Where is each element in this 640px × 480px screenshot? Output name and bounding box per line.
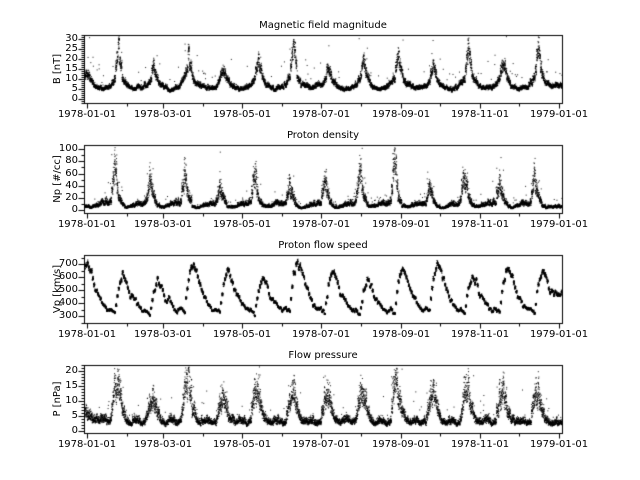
- x-tick-label: 1978-03-01: [133, 329, 193, 340]
- x-tick-label: 1978-09-01: [371, 219, 431, 230]
- y-tick-label: 10: [65, 395, 78, 406]
- y-tick-label: 0: [71, 93, 78, 104]
- x-tick-label: 1979-01-01: [529, 439, 589, 450]
- panel-title-magnetic-field: Magnetic field magnitude: [259, 20, 387, 31]
- x-tick-label: 1978-11-01: [450, 329, 510, 340]
- x-tick-label: 1978-01-01: [57, 219, 117, 230]
- y-tick-label: 15: [65, 63, 78, 74]
- y-tick-label: 500: [58, 284, 78, 295]
- x-tick-label: 1979-01-01: [529, 219, 589, 230]
- x-tick-label: 1978-11-01: [450, 439, 510, 450]
- y-tick-label: 20: [65, 365, 78, 376]
- x-tick-label: 1978-05-01: [212, 109, 272, 120]
- panel-title-proton-flow-speed: Proton flow speed: [278, 240, 368, 251]
- y-tick-label: 10: [65, 73, 78, 84]
- x-tick-label: 1978-05-01: [212, 439, 272, 450]
- panel-title-flow-pressure: Flow pressure: [288, 350, 358, 361]
- y-tick-label: 100: [58, 143, 78, 154]
- x-tick-label: 1978-03-01: [133, 109, 193, 120]
- y-tick-label: 600: [58, 271, 78, 282]
- panel-title-proton-density: Proton density: [286, 130, 360, 141]
- x-tick-label: 1978-01-01: [57, 439, 117, 450]
- x-tick-label: 1978-01-01: [57, 329, 117, 340]
- x-tick-label: 1978-07-01: [291, 329, 351, 340]
- y-tick-label: 80: [65, 155, 78, 166]
- y-tick-label: 300: [58, 310, 78, 321]
- x-tick-label: 1978-03-01: [133, 439, 193, 450]
- x-tick-label: 1978-05-01: [212, 219, 272, 230]
- y-axis-label-p: P [nPa]: [52, 381, 63, 417]
- y-tick-label: 20: [65, 192, 78, 203]
- x-tick-label: 1978-11-01: [450, 109, 510, 120]
- x-tick-label: 1978-05-01: [212, 329, 272, 340]
- y-tick-label: 5: [71, 83, 78, 94]
- y-axis-label-b: B [nT]: [52, 53, 63, 85]
- y-axis-label-vp: Vp [km/s]: [52, 264, 63, 314]
- y-tick-label: 0: [71, 425, 78, 436]
- x-tick-label: 1978-07-01: [291, 439, 351, 450]
- y-tick-label: 60: [65, 168, 78, 179]
- x-tick-label: 1978-07-01: [291, 219, 351, 230]
- x-tick-label: 1978-01-01: [57, 109, 117, 120]
- y-tick-label: 20: [65, 53, 78, 64]
- y-tick-label: 30: [65, 33, 78, 44]
- y-tick-label: 0: [71, 204, 78, 215]
- y-tick-label: 40: [65, 180, 78, 191]
- x-tick-label: 1979-01-01: [529, 329, 589, 340]
- y-tick-label: 25: [65, 43, 78, 54]
- y-tick-label: 15: [65, 380, 78, 391]
- x-tick-label: 1978-09-01: [371, 439, 431, 450]
- x-tick-label: 1978-09-01: [371, 109, 431, 120]
- x-tick-label: 1978-09-01: [371, 329, 431, 340]
- x-tick-label: 1978-03-01: [133, 219, 193, 230]
- y-axis-label-np: Np [#/cc]: [52, 155, 63, 203]
- x-tick-label: 1978-07-01: [291, 109, 351, 120]
- x-tick-label: 1978-11-01: [450, 219, 510, 230]
- y-tick-label: 400: [58, 297, 78, 308]
- y-tick-label: 5: [71, 410, 78, 421]
- y-tick-label: 700: [58, 258, 78, 269]
- x-tick-label: 1979-01-01: [529, 109, 589, 120]
